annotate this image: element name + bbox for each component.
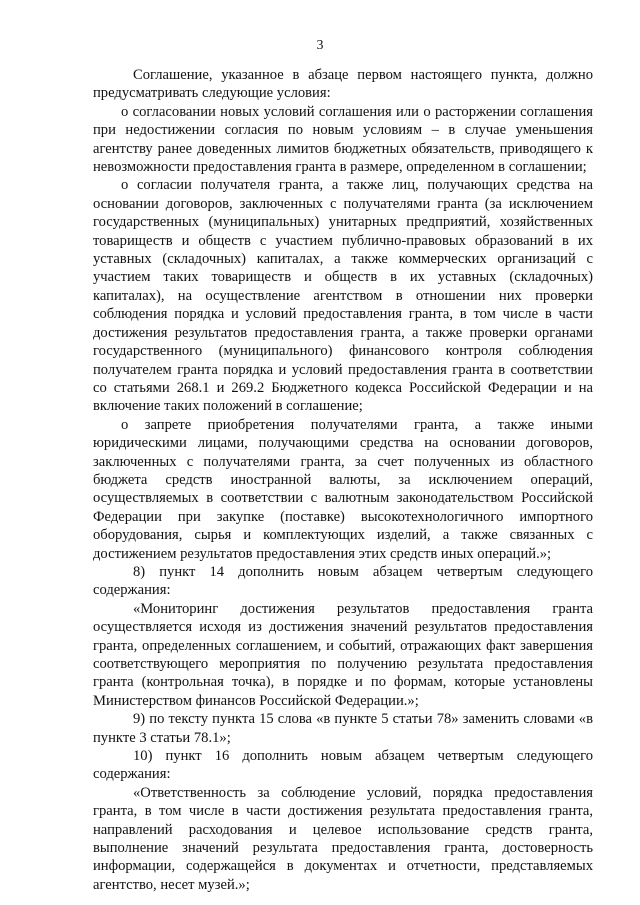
paragraph-condition-consent: о согласии получателя гранта, а также лиц, получающих средства на основании договоров, заключенных с получателями гранта (за исключением государственных (муниципальных) унитарных предприятий, хозяйственных товариществ и обществ с участием публично-правовых образований в их уставных (складочных) капиталах, а также коммерческих организаций с участием таких товариществ и обществ в их уставных (складочных) капиталах), на осуществление агентством в отношении них проверки соблюдения порядка и условий предоставления гранта, в том числе в части достижения результатов предоставления гранта, а также проверки органами государственного (муниципального) финансового контроля соблюдения получателем гранта порядка и условий предоставления гранта в соответствии со статьями 268.1 и 269.2 Бюджетного кодекса Российской Федерации и на включение таких положений в соглашение; [93, 177, 593, 415]
paragraph-condition-new-terms: о согласовании новых условий соглашения или о расторжении соглашения при недостижении согласия по новым условиям – в случае уменьшения агентству ранее доведенных лимитов бюджетных обязательств, приводящего к невозможности предоставления гранта в размере, определенном в соглашении; [93, 103, 593, 176]
paragraph-condition-currency-ban: о запрете приобретения получателями гранта, а также иными юридическими лицами, получающими средства на основании договоров, заключенных с получателями гранта, за счет полученных из областного бюджета средств иностранной валюты, за исключением операций, осуществляемых в соответствии с валютным законодательством Российской Федерации при закупке (поставке) высокотехнологичного импортного оборудования, сырья и комплектующих изделий, а также связанных с достижением результатов предоставления этих средств иных операций.»; [93, 416, 593, 562]
paragraph-item-8: 8) пункт 14 дополнить новым абзацем четвертым следующего содержания: [93, 563, 593, 599]
paragraph-item-9: 9) по тексту пункта 15 слова «в пункте 5 статьи 78» заменить словами «в пункте 3 статьи 78.1»; [93, 711, 593, 746]
document-body [93, 66, 593, 894]
paragraph-monitoring-quote: «Мониторинг достижения результатов предоставления гранта осуществляется исходя из достижения значений результатов предоставления гранта, определенных соглашением, и событий, отражающих факт завершения соответствующего мероприятия по получению результата предоставления гранта (контрольная точка), в порядке и по формам, которые установлены Министерством финансов Российской Федерации.»; [93, 600, 593, 709]
paragraph-item-10: 10) пункт 16 дополнить новым абзацем четвертым следующего содержания: [93, 748, 593, 783]
paragraph-agreement-intro: Соглашение, указанное в абзаце первом настоящего пункта, должно предусматривать следующие условия: [93, 67, 593, 102]
page-number: 3 [316, 38, 324, 53]
paragraph-responsibility-quote: «Ответственность за соблюдение условий, порядка предоставления гранта, в том числе в части достижения результата предоставления гранта, направлений расходования и целевое использование средств гранта, выполнение значений результата предоставления гранта, достоверность информации, содержащейся в документах и отчетности, представляемых агентство, несет музей.»; [93, 784, 593, 893]
